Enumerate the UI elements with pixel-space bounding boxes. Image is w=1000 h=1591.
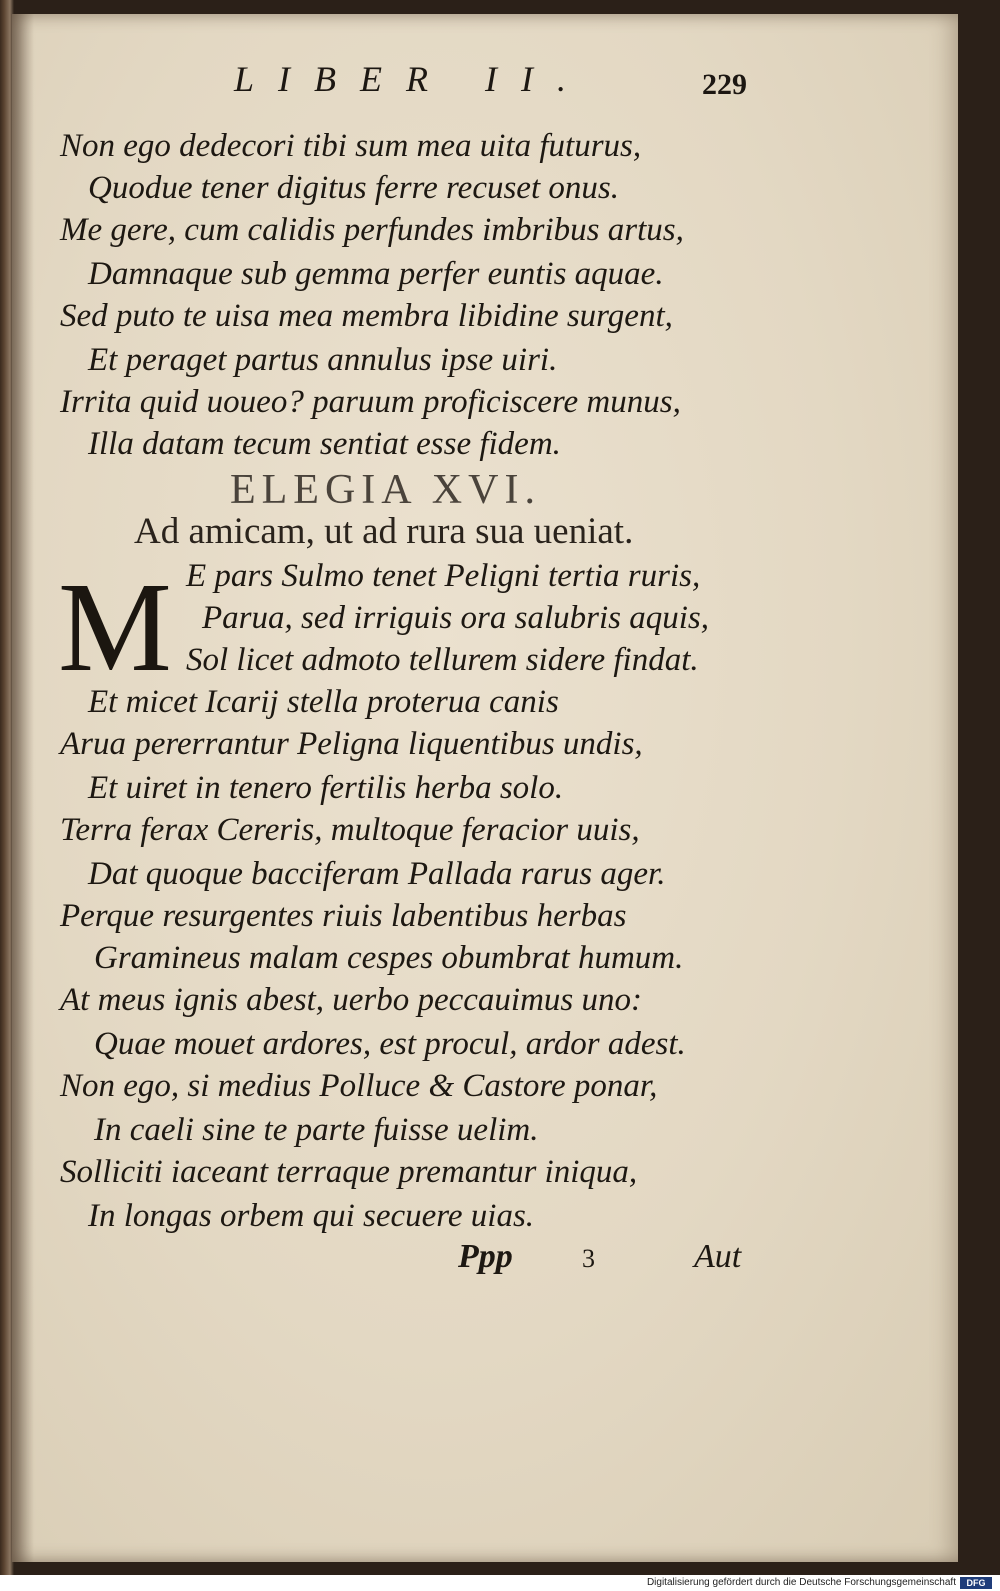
verse-line: Sol licet admoto tellurem sidere findat. <box>186 642 699 678</box>
running-title: LIBER II. <box>234 59 590 99</box>
elegy-subtitle: Ad amicam, ut ad rura sua ueniat. <box>134 511 634 552</box>
signature-mark: Ppp <box>458 1238 513 1275</box>
verse-line: Arua pererrantur Peligna liquentibus undis, <box>60 726 643 762</box>
book-page <box>12 14 958 1562</box>
elegy-heading: ELEGIA XVI. <box>230 467 541 513</box>
verse-line: Quodue tener digitus ferre recuset onus. <box>88 170 619 206</box>
verse-line: In caeli sine te parte fuisse uelim. <box>94 1112 539 1148</box>
verse-line: Quae mouet ardores, est procul, ardor adest. <box>94 1026 686 1062</box>
verse-line: E pars Sulmo tenet Peligni tertia ruris, <box>186 558 701 594</box>
verse-line: Solliciti iaceant terraque premantur iniqua, <box>60 1154 638 1190</box>
catchword: Aut <box>694 1238 742 1275</box>
funding-credit: Digitalisierung gefördert durch die Deutsche Forschungsgemeinschaft <box>646 1577 956 1588</box>
dfg-logo: DFG <box>960 1577 992 1589</box>
verse-line: Et uiret in tenero fertilis herba solo. <box>88 770 564 806</box>
verse-line: Illa datam tecum sentiat esse fidem. <box>88 426 561 462</box>
verse-line: Et micet Icarij stella proterua canis <box>88 684 559 720</box>
verse-line: Parua, sed irriguis ora salubris aquis, <box>202 600 709 636</box>
folio-number: 229 <box>702 68 747 101</box>
verse-line: Perque resurgentes riuis labentibus herbas <box>60 898 627 934</box>
signature-number: 3 <box>582 1244 595 1273</box>
verse-line: Irrita quid uoueo? paruum proficiscere munus, <box>60 384 681 420</box>
verse-line: At meus ignis abest, uerbo peccauimus uno: <box>60 982 642 1018</box>
verse-line: Sed puto te uisa mea membra libidine surgent, <box>60 298 673 334</box>
verse-line: In longas orbem qui secuere uias. <box>88 1198 535 1234</box>
verse-line: Me gere, cum calidis perfundes imbribus artus, <box>60 212 684 248</box>
drop-capital: M <box>58 556 172 698</box>
verse-line: Non ego dedecori tibi sum mea uita futurus, <box>60 128 642 164</box>
running-head <box>12 58 958 108</box>
verse-line: Et peraget partus annulus ipse uiri. <box>88 342 558 378</box>
verse-line: Damnaque sub gemma perfer euntis aquae. <box>88 256 664 292</box>
verse-line: Non ego, si medius Polluce & Castore ponar, <box>60 1068 658 1104</box>
verse-line: Dat quoque bacciferam Pallada rarus ager. <box>88 856 666 892</box>
verse-line: Terra ferax Cereris, multoque feracior uuis, <box>60 812 640 848</box>
footer-bar <box>0 1575 1000 1591</box>
verse-line: Gramineus malam cespes obumbrat humum. <box>94 940 684 976</box>
